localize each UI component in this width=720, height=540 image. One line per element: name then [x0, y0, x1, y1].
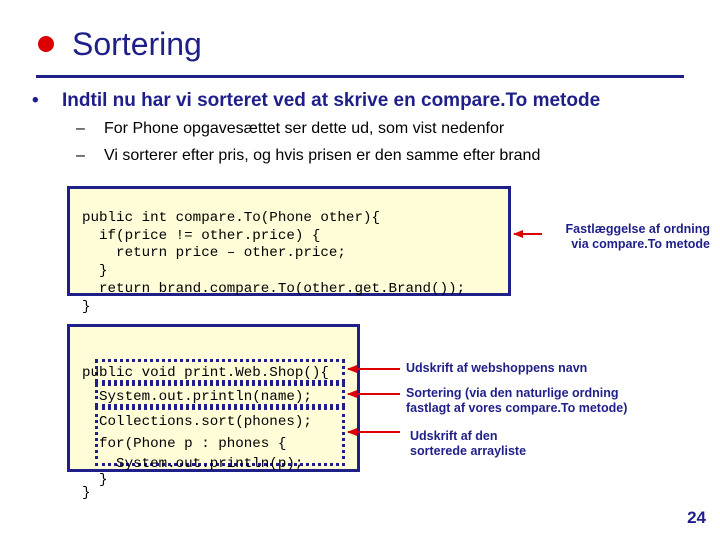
slide-title: Sortering: [72, 26, 202, 62]
code-line: }: [82, 263, 108, 280]
code-line: }: [82, 298, 91, 315]
annotation-sorting: [406, 386, 627, 416]
annotation-line: via compare.To metode: [571, 237, 710, 251]
code-line: Collections.sort(phones);: [82, 413, 312, 430]
sub-bullet-2-text: Vi sorterer efter pris, og hvis prisen er den samme efter brand: [104, 147, 541, 164]
annotation-line: Sortering (via den naturlige ordning: [406, 386, 619, 400]
sub-bullet-1-text: For Phone opgavesættet ser dette ud, som vist nedenfor: [104, 120, 505, 137]
sub-bullet-dash: –: [76, 147, 85, 164]
code-line: public void print.Web.Shop(){: [82, 364, 329, 381]
code-line: }: [82, 472, 108, 488]
code-line: return price – other.price;: [82, 245, 346, 262]
annotation-line: Fastlæggelse af ordning: [565, 222, 710, 236]
annotation-webshop-name: [406, 361, 587, 376]
code-line: return brand.compare.To(other.get.Brand());: [82, 280, 466, 297]
code-line: public int compare.To(Phone other){: [82, 209, 380, 226]
code-line: for(Phone p : phones {: [82, 436, 287, 452]
main-bullet-text: Indtil nu har vi sorteret ved at skrive en compare.To metode: [62, 90, 601, 111]
code-line: System.out.println(p);: [82, 456, 304, 472]
code-line: if(price != other.price) {: [82, 227, 321, 244]
annotation-line: fastlagt af vores compare.To metode): [406, 401, 628, 415]
annotation-compare-to: [546, 222, 710, 252]
sub-bullet-dash: –: [76, 120, 85, 137]
annotation-line: Udskrift af den: [410, 429, 498, 443]
code-line: System.out.println(name);: [82, 389, 312, 405]
code-line: }: [82, 485, 91, 501]
page-number: 24: [687, 508, 706, 527]
annotation-line: Udskrift af webshoppens navn: [406, 361, 588, 375]
annotation-arraylist: [410, 429, 526, 459]
bullet-dot: •: [32, 90, 39, 111]
annotation-line: sorterede arrayliste: [410, 444, 527, 458]
